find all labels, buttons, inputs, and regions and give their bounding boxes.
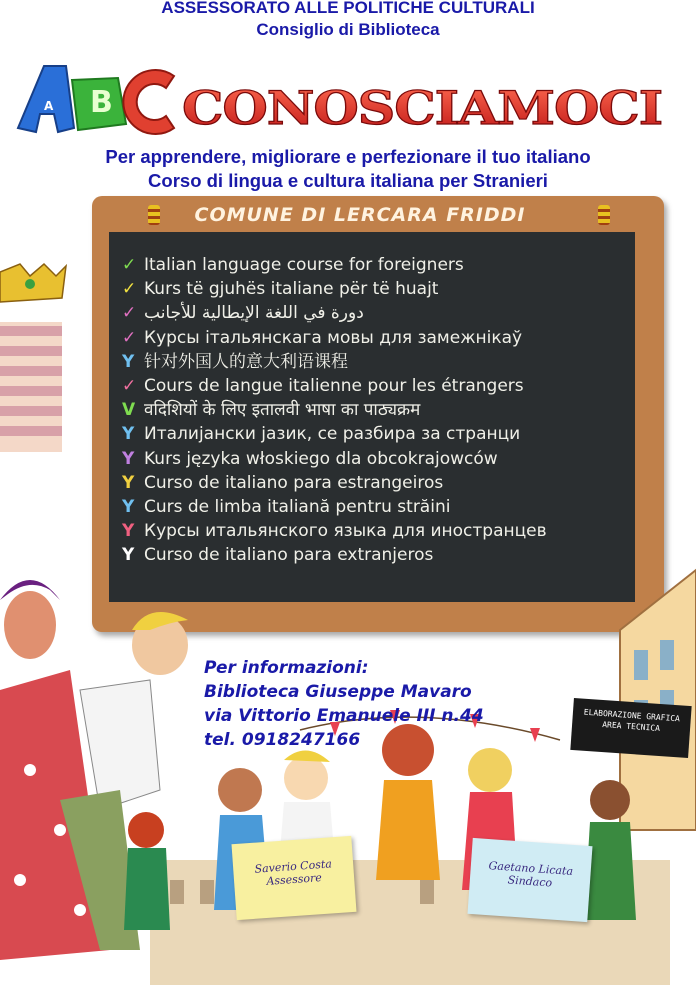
check-mark-icon: ✓ [122, 303, 137, 324]
course-text: Curso de italiano para extranjeros [144, 545, 434, 566]
coat-of-arms-decoration [0, 262, 70, 492]
course-item [122, 448, 632, 471]
note-assessore-role: Assessore [266, 871, 323, 888]
check-mark-icon: Y [122, 521, 135, 542]
course-text: دورة في اللغة الإيطالية للأجانب [144, 303, 364, 324]
credit-line-2: AREA TECNICA [601, 719, 661, 734]
abconosciamoci-logo [14, 58, 684, 140]
course-text: Curs de limba italiană pentru străini [144, 497, 451, 517]
note-sindaco-name: Gaetano Licata [488, 859, 574, 878]
check-mark-icon: Y [122, 351, 135, 372]
check-mark-icon: ✓ [122, 279, 137, 300]
info-address: via Vittorio Emanuele III n.44 [204, 706, 484, 726]
course-item [122, 278, 632, 301]
credit-sign [570, 698, 691, 758]
children-illustration [0, 530, 696, 985]
logo-word: CONOSCIAMOCI [182, 81, 662, 135]
note-assessore [231, 836, 356, 920]
check-mark-icon: ✓ [122, 255, 137, 275]
course-item [122, 327, 632, 350]
subtitle-line-2: Corso di lingua e cultura italiana per Stranieri [148, 170, 548, 191]
check-mark-icon: V [122, 400, 136, 421]
course-text: Курсы італьянскага мовы для замежнікаў [144, 327, 523, 348]
note-sindaco-role: Sindaco [507, 873, 553, 890]
course-item [122, 375, 632, 398]
check-mark-icon: Y [122, 472, 135, 493]
course-item [122, 496, 632, 519]
abacus-bead-right-icon [598, 205, 610, 225]
check-mark-icon: Y [122, 448, 135, 469]
check-mark-icon: ✓ [122, 327, 137, 348]
block-b [72, 78, 126, 130]
course-item [122, 351, 632, 374]
course-text: 针对外国人的意大利语课程 [144, 351, 348, 372]
course-text: Curso de italiano para estrangeiros [144, 472, 444, 493]
course-text: Italian language course for foreigners [144, 255, 464, 275]
info-place: Biblioteca Giuseppe Mavaro [204, 682, 472, 702]
header-line-2: Consiglio di Biblioteca [256, 20, 440, 39]
course-text: Италијански јазик, се разбира за странци [144, 424, 521, 445]
board-title: COMUNE DI LERCARA FRIDDI [194, 204, 526, 226]
info-phone: tel. 0918247166 [204, 730, 361, 750]
course-item [122, 254, 632, 277]
course-text: वदिशियों के लिए इतालवी भाषा का पाठ्यक्रम [144, 400, 421, 421]
course-text: Kurs të gjuhës italiane për të huajt [144, 279, 439, 300]
subtitle-line-1: Per apprendere, migliorare e perfezionare il tuo italiano [105, 146, 591, 167]
check-mark-icon: Y [122, 424, 135, 445]
note-sindaco [467, 838, 592, 922]
svg-text:A: A [44, 99, 54, 113]
check-mark-icon: ✓ [122, 376, 137, 396]
header-line-1: ASSESSORATO ALLE POLITICHE CULTURALI [161, 0, 535, 17]
check-mark-icon: Y [122, 545, 135, 566]
svg-text:B: B [90, 85, 113, 120]
course-text: Kurs języka włoskiego dla obcokrajowców [144, 448, 498, 469]
course-text: Курсы итальянского языка для иностранцев [144, 521, 547, 542]
check-mark-icon: Y [122, 497, 135, 517]
block-a [18, 66, 74, 132]
course-text: Cours de langue italienne pour les étrangers [144, 376, 524, 396]
course-item [122, 423, 632, 446]
info-heading: Per informazioni: [204, 658, 369, 678]
credit-line-1: ELABORAZIONE GRAFICA [583, 707, 681, 724]
block-c [123, 70, 174, 134]
course-item [122, 472, 632, 495]
course-item [122, 399, 632, 422]
course-item [122, 302, 632, 325]
note-assessore-name: Saverio Costa [254, 857, 333, 876]
